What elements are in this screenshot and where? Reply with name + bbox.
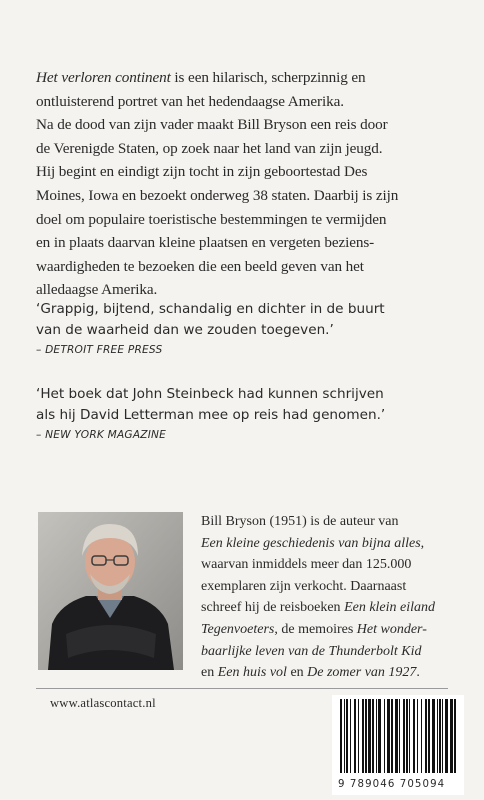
book-title: Het verloren continent [36,69,171,86]
bio-line: waarvan inmiddels meer dan 125.000 [201,557,412,573]
barcode-bar [358,699,359,773]
barcode-bar [428,699,430,773]
barcode-bar [384,699,385,773]
barcode-bar [406,699,408,773]
bio-book-title: baarlijke leven van de Thunderbolt Kid [201,643,422,659]
barcode-bar [403,699,405,773]
author-bio [201,511,471,684]
blurb-line: doel om populaire toeristische bestemmingen te vermijden [36,210,387,228]
bio-text: en [201,665,218,681]
blurb-line: ontluisterend portret van het hedendaagse Amerika. [36,92,344,110]
barcode-bar [365,699,367,773]
blurb-line-rest: is een hilarisch, scherpzinnig en [170,69,366,86]
review-quote-2 [36,384,476,441]
author-photo [38,512,183,670]
quote-source: – NEW YORK MAGAZINE [36,429,167,441]
bio-line [201,619,471,641]
bio-book-title: Het wonder- [356,621,427,637]
barcode-bar [425,699,427,773]
blurb-line: Na de dood van zijn vader maakt Bill Bryson een reis door [36,116,388,134]
blurb-line: Hij begint en eindigt zijn tocht in zijn geboortestad Des [36,163,368,181]
quote-line: ‘Het boek dat John Steinbeck had kunnen schrijven [36,386,384,402]
barcode-bar [417,699,418,773]
barcode-bar [442,699,443,773]
divider [36,688,448,689]
barcode-bar [437,699,438,773]
barcode-bar [376,699,377,773]
bio-book-title: Een kleine geschiedenis van bijna alles [201,535,421,551]
barcode-bar [450,699,453,773]
publisher-website: www.atlascontact.nl [50,696,156,710]
bio-book-title: Een huis vol [217,665,287,681]
blurb-line: Moines, Iowa en bezoekt onderweg 38 staten. Daarbij is zijn [36,186,399,204]
barcode-bar [432,699,435,773]
bio-text: schreef hij de reisboeken [201,600,345,616]
bio-line: exemplaren zijn verkocht. Daarnaast [201,578,407,594]
bio-text: . [416,665,420,681]
barcode-bar [409,699,410,773]
barcode-bar [454,699,456,773]
bio-book-title: De zomer van 1927 [307,665,417,681]
barcode-bar [391,699,393,773]
bio-line [201,533,471,555]
barcode-bars [338,699,470,781]
bio-text: , de memoires [274,621,357,637]
blurb-line [36,66,456,90]
barcode-number: 9 789046 705094 [338,779,446,790]
barcode-bar [340,699,342,773]
barcode-bar [362,699,364,773]
bio-text: , [420,535,425,551]
bio-line [201,597,471,619]
barcode-bar [344,699,345,773]
barcode-bar [387,699,390,773]
bio-book-title: Een klein eiland [344,600,436,616]
review-quote-1 [36,299,476,356]
barcode-bar [399,699,400,773]
barcode-bar [395,699,398,773]
quote-line: van de waarheid dan we zouden toegeven.’ [36,322,334,338]
blurb-text [36,66,456,302]
barcode-bar [413,699,415,773]
blurb-line: waardigheden te bezoeken die een beeld geven van het [36,257,364,275]
barcode-bar [439,699,441,773]
bio-line [201,641,471,663]
barcode-bar [346,699,348,773]
barcode-bar [372,699,374,773]
blurb-line: de Verenigde Staten, op zoek naar het land van zijn jeugd. [36,139,383,157]
blurb-line: en in plaats daarvan kleine plaatsen en vergeten beziens- [36,234,375,252]
barcode-bar [350,699,351,773]
barcode-bar [368,699,371,773]
quote-line: als hij David Letterman mee op reis had genomen.’ [36,407,386,423]
bio-text: en [286,665,308,681]
barcode-bar [378,699,381,773]
quote-source: – DETROIT FREE PRESS [36,344,163,356]
quote-line: ‘Grappig, bijtend, schandalig en dichter in de buurt [36,301,385,317]
blurb-line: alledaagse Amerika. [36,281,158,299]
bio-line: Bill Bryson (1951) is de auteur van [201,514,399,529]
bio-line [201,662,471,684]
bio-book-title: Tegenvoeters [201,621,275,637]
barcode-bar [421,699,422,773]
barcode-bar [445,699,448,773]
barcode-bar [354,699,356,773]
